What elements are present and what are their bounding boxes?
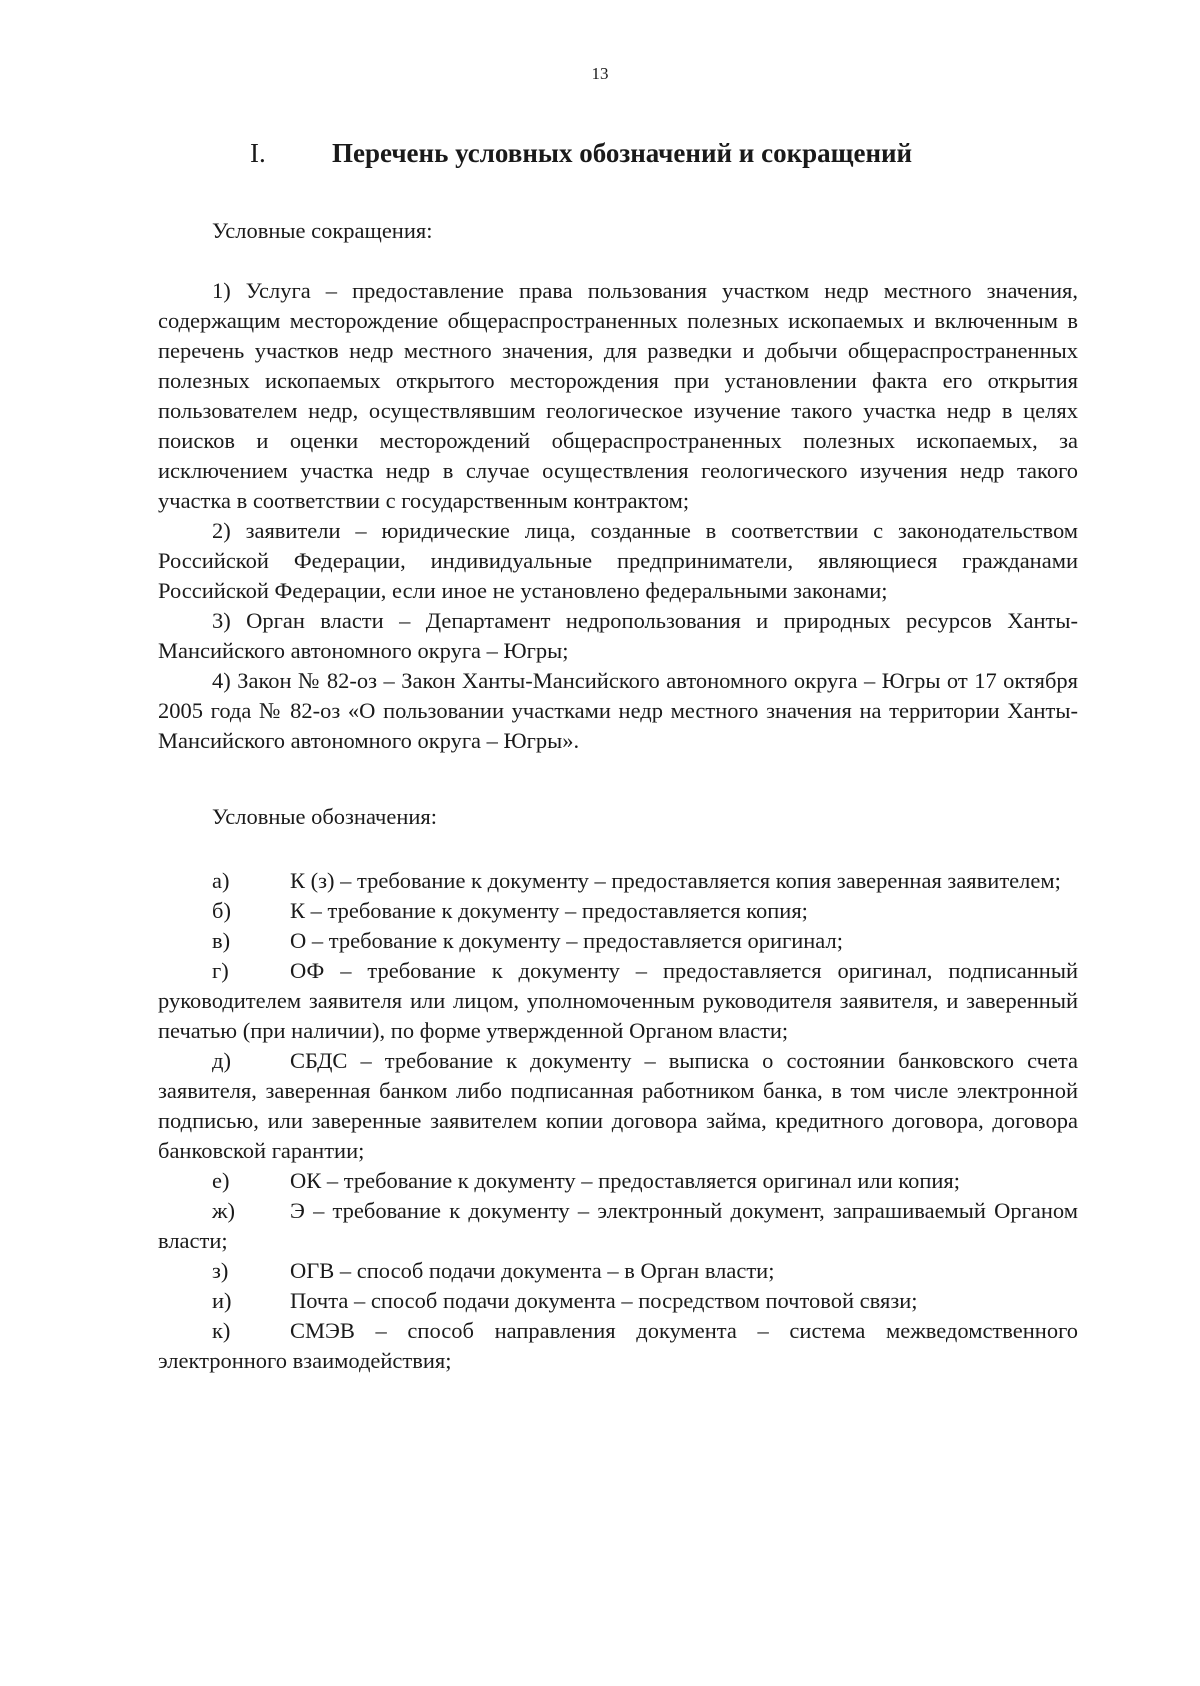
list-item [158,866,1078,896]
list-item-text: ОФ – требование к документу – предоставляется оригинал, подписанный руководителем заявителя или лицом, уполномоченным руководителя заявителя, и заверенный печатью (при наличии), по форме утвержденной Органом власти; [158,958,1078,1043]
list-marker: з) [212,1258,229,1283]
list-marker: б) [212,898,231,923]
list-item [158,1046,1078,1166]
abbreviations-heading: Условные сокращения: [212,218,433,243]
list-item [158,1316,1078,1376]
list-item [158,956,1078,1046]
list-marker: а) [212,868,230,893]
list-marker: к) [212,1318,231,1343]
designations-heading: Условные обозначения: [212,804,438,829]
list-item-text: СБДС – требование к документу – выписка о состоянии банковского счета заявителя, заверенная банком либо подписанная работником банка, в том числе электронной подписью, или заверенные заявителем копии договора займа, кредитного договора, договора банковской гарантии; [158,1048,1078,1163]
list-item-text: ОГВ – способ подачи документа – в Орган власти; [290,1258,775,1283]
abbreviation-item: 3) Орган власти – Департамент недропользования и природных ресурсов Ханты-Мансийского автономного округа – Югры; [158,608,1078,663]
section-number: I. [250,138,266,168]
list-item [158,896,1078,926]
list-marker: ж) [212,1198,236,1223]
list-item [158,1256,1078,1286]
document-body [158,216,1078,1376]
list-marker: в) [212,928,231,953]
list-item-text: К (з) – требование к документу – предоставляется копия заверенная заявителем; [290,868,1061,893]
list-item-text: Э – требование к документу – электронный документ, запрашиваемый Органом власти; [158,1198,1078,1253]
list-item-text: СМЭВ – способ направления документа – система межведомственного электронного взаимодействия; [158,1318,1078,1373]
list-item-text: Почта – способ подачи документа – посредством почтовой связи; [290,1288,918,1313]
list-item [158,1196,1078,1256]
list-item-text: К – требование к документу – предоставляется копия; [290,898,808,923]
list-item [158,1166,1078,1196]
list-marker: д) [212,1048,231,1073]
list-item-text: ОК – требование к документу – предоставляется оригинал или копия; [290,1168,961,1193]
list-item-text: О – требование к документу – предоставляется оригинал; [290,928,843,953]
abbreviation-item: 1) Услуга – предоставление права пользования участком недр местного значения, содержащим месторождение общераспространенных полезных ископаемых и включенным в перечень участков недр местного значения, для разведки и добычи общераспространенных полезных ископаемых открытого месторождения при установлении факта его открытия пользователем недр, осуществлявшим геологическое изучение такого участка недр в целях поисков и оценки месторождений общераспространенных полезных ископаемых, за исключением участка недр в случае осуществления геологического изучения недр такого участка в соответствии с государственным контрактом; [158,278,1078,513]
list-marker: и) [212,1288,232,1313]
list-item [158,926,1078,956]
abbreviation-item: 4) Закон № 82-оз – Закон Ханты-Мансийского автономного округа – Югры от 17 октября 2005 года № 82-оз «О пользовании участками недр местного значения на территории Ханты-Мансийского автономного округа – Югры». [158,668,1078,753]
list-item [158,1286,1078,1316]
list-marker: е) [212,1168,230,1193]
list-marker: г) [212,958,229,983]
section-title-text: Перечень условных обозначений и сокращений [332,138,913,168]
designations-list [158,866,1078,1376]
page-number: 13 [591,64,609,83]
abbreviation-item: 2) заявители – юридические лица, созданные в соответствии с законодательством Российской Федерации, индивидуальные предприниматели, являющиеся гражданами Российской Федерации, если иное не установлено федеральными законами; [158,518,1078,603]
section-title [250,138,912,169]
